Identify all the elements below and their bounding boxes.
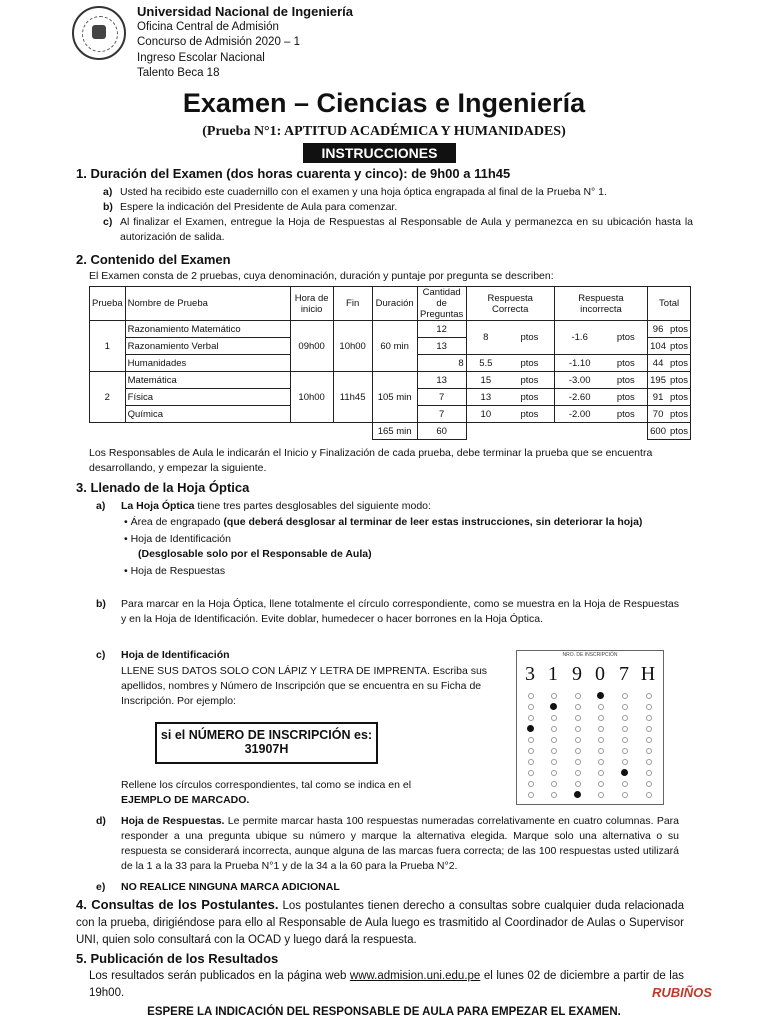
table-row: Química 7 10 ptos -2.00 ptos 70 ptos bbox=[90, 406, 691, 423]
section-5-heading: 5. Publicación de los Resultados bbox=[76, 951, 279, 966]
filled-bubble bbox=[621, 769, 628, 776]
empty-bubble bbox=[551, 715, 557, 721]
empty-bubble bbox=[575, 748, 581, 754]
list-item: • Hoja de Identificación (Desglosable solo por el Responsable de Aula) bbox=[124, 533, 372, 560]
empty-bubble bbox=[528, 792, 534, 798]
grid-digit: 3 bbox=[525, 663, 535, 685]
table-footer-row: 165 min 60 600 ptos bbox=[90, 423, 691, 440]
rubinos-logo: RUBIÑOS bbox=[652, 985, 712, 1000]
empty-bubble bbox=[551, 759, 557, 765]
empty-bubble bbox=[646, 737, 652, 743]
instructions-banner: INSTRUCCIONES bbox=[303, 143, 456, 163]
empty-bubble bbox=[598, 781, 604, 787]
empty-bubble bbox=[598, 737, 604, 743]
footer-notice: ESPERE LA INDICACIÓN DEL RESPONSABLE DE AULA PARA EMPEZAR EL EXAMEN. bbox=[147, 1006, 621, 1018]
marking-example-grid: NRO. DE INSCRIPCIÓN 3 1 9 0 7 H bbox=[516, 650, 664, 805]
grid-digit: H bbox=[640, 663, 656, 685]
section-3c-heading: c) Hoja de Identificación bbox=[96, 649, 230, 661]
list-item: • Área de engrapado (que deberá desglosar al terminar de leer estas instrucciones, sin deteriorar la hoja) bbox=[124, 516, 643, 528]
office-name: Oficina Central de Admisión bbox=[137, 20, 279, 33]
empty-bubble bbox=[622, 781, 628, 787]
grid-digit: 1 bbox=[548, 663, 558, 685]
section-1-heading: 1. Duración del Examen (dos horas cuarenta y cinco): de 9h00 a 11h45 bbox=[76, 166, 511, 181]
empty-bubble bbox=[575, 726, 581, 732]
empty-bubble bbox=[622, 737, 628, 743]
section-1-items bbox=[103, 185, 693, 245]
empty-bubble bbox=[575, 737, 581, 743]
empty-bubble bbox=[646, 715, 652, 721]
empty-bubble bbox=[551, 726, 557, 732]
empty-bubble bbox=[598, 792, 604, 798]
empty-bubble bbox=[646, 726, 652, 732]
grid-digit: 0 bbox=[595, 663, 605, 685]
section-3c-text: LLENE SUS DATOS SOLO CON LÁPIZ Y LETRA DE IMPRENTA. Escriba sus apellidos, nombres y Número de Inscripción que se encuentra en su Ficha de Inscripción. Por ejemplo: bbox=[121, 665, 488, 707]
grid-digit: 7 bbox=[619, 663, 629, 685]
empty-bubble bbox=[646, 792, 652, 798]
list-item: • Hoja de Respuestas bbox=[124, 565, 226, 577]
table-row: 1 Razonamiento Matemático 09h00 10h00 60 min 12 8 ptos -1.6 ptos 96 ptos bbox=[90, 321, 691, 338]
empty-bubble bbox=[646, 704, 652, 710]
empty-bubble bbox=[622, 693, 628, 699]
empty-bubble bbox=[528, 704, 534, 710]
registration-number-box: si el NÚMERO DE INSCRIPCIÓN es: 31907H bbox=[155, 722, 378, 764]
empty-bubble bbox=[528, 737, 534, 743]
empty-bubble bbox=[528, 759, 534, 765]
empty-bubble bbox=[528, 748, 534, 754]
empty-bubble bbox=[598, 704, 604, 710]
list-item: b) Espere la indicación del Presidente de Aula para comenzar. bbox=[103, 201, 398, 213]
empty-bubble bbox=[646, 693, 652, 699]
empty-bubble bbox=[575, 715, 581, 721]
empty-bubble bbox=[551, 770, 557, 776]
empty-bubble bbox=[598, 759, 604, 765]
section-3d: d) Hoja de Respuestas. Le permite marcar hasta 100 respuestas numeradas correlativamente en cuatro columnas. Para responder a una pregunta ubique su número y marque la alternativa elegida. Marque solo una alternativa o su respuesta se considerará incorrecta, aunque alguna de las marcas fuera correcta; de las 100 respuestas usted utilizará de la 1 a la 33 para la Prueba N°1 y de la 34 a la 60 para la Prueba N°2. bbox=[96, 815, 679, 872]
section-5-text: Los resultados serán publicados en la página web www.admision.uni.edu.pe el lunes 02 de diciembre a partir de las 19h00. bbox=[89, 970, 684, 999]
section-3c-fill: Rellene los círculos correspondientes, tal como se indica en el EJEMPLO DE MARCADO. bbox=[121, 779, 412, 806]
results-link[interactable]: www.admision.uni.edu.pe bbox=[349, 970, 481, 982]
empty-bubble bbox=[575, 759, 581, 765]
empty-bubble bbox=[528, 781, 534, 787]
empty-bubble bbox=[551, 792, 557, 798]
empty-bubble bbox=[622, 726, 628, 732]
empty-bubble bbox=[598, 715, 604, 721]
section-3e: e) NO REALICE NINGUNA MARCA ADICIONAL bbox=[96, 881, 340, 893]
section-2-intro: El Examen consta de 2 pruebas, cuya denominación, duración y puntaje por pregunta se describen: bbox=[89, 270, 554, 282]
page-title: Examen – Ciencias e Ingeniería bbox=[182, 88, 586, 118]
empty-bubble bbox=[551, 781, 557, 787]
empty-bubble bbox=[646, 781, 652, 787]
scholarship-name: Talento Beca 18 bbox=[137, 67, 220, 79]
empty-bubble bbox=[646, 759, 652, 765]
filled-bubble bbox=[574, 791, 581, 798]
page-subtitle: (Prueba N°1: APTITUD ACADÉMICA Y HUMANIDADES) bbox=[202, 124, 566, 139]
section-4: 4. Consultas de los Postulantes. Los postulantes tienen derecho a consultas sobre cualquier duda relacionada con la prueba, dirigiéndose para ello al Responsable de Aula luego es trasmitido al Coordinador de Aulas o Supervisor UNI, quien solo consultará con la OCAD y luego dará la respuesta. bbox=[76, 897, 684, 946]
empty-bubble bbox=[528, 693, 534, 699]
table-row: Razonamiento Verbal 13 104 ptos bbox=[90, 338, 691, 355]
empty-bubble bbox=[575, 781, 581, 787]
grid-digit: 9 bbox=[572, 663, 582, 685]
empty-bubble bbox=[551, 748, 557, 754]
empty-bubble bbox=[646, 770, 652, 776]
table-header-row: Prueba Nombre de Prueba Hora de inicio Fin Duración Cantidad de Preguntas Respuesta Correcta Respuesta incorrecta Total bbox=[90, 287, 691, 321]
exam-table bbox=[89, 286, 691, 440]
empty-bubble bbox=[575, 704, 581, 710]
empty-bubble bbox=[575, 693, 581, 699]
section-2-note: Los Responsables de Aula le indicarán el Inicio y Finalización de cada prueba, debe terminar la prueba que se encuentra desarrollando, y empezar la siguiente. bbox=[89, 447, 653, 474]
empty-bubble bbox=[622, 759, 628, 765]
entry-type: Ingreso Escolar Nacional bbox=[137, 51, 265, 64]
empty-bubble bbox=[598, 726, 604, 732]
empty-bubble bbox=[646, 748, 652, 754]
empty-bubble bbox=[622, 704, 628, 710]
empty-bubble bbox=[551, 737, 557, 743]
table-row: Física 7 13 ptos -2.60 ptos 91 ptos bbox=[90, 389, 691, 406]
list-item: c) Al finalizar el Examen, entregue la Hoja de Respuestas al Responsable de Aula y permanezca en su ubicación hasta la autorización de salida. bbox=[103, 216, 693, 243]
filled-bubble bbox=[550, 703, 557, 710]
empty-bubble bbox=[622, 715, 628, 721]
university-name: Universidad Nacional de Ingeniería bbox=[137, 4, 354, 19]
empty-bubble bbox=[551, 693, 557, 699]
university-seal bbox=[72, 6, 126, 60]
header-block bbox=[137, 4, 353, 82]
empty-bubble bbox=[622, 748, 628, 754]
table-row: 2 Matemática 10h00 11h45 105 min 13 15 ptos -3.00 ptos 195 ptos bbox=[90, 372, 691, 389]
section-3a-bullets bbox=[124, 515, 684, 579]
list-item: a) Usted ha recibido este cuadernillo con el examen y una hoja óptica engrapada al final de la Prueba N° 1. bbox=[103, 186, 607, 198]
empty-bubble bbox=[528, 715, 534, 721]
section-2-heading: 2. Contenido del Examen bbox=[76, 252, 231, 267]
filled-bubble bbox=[527, 725, 534, 732]
empty-bubble bbox=[528, 770, 534, 776]
empty-bubble bbox=[622, 792, 628, 798]
section-3-heading: 3. Llenado de la Hoja Óptica bbox=[76, 480, 250, 495]
section-3b: b) Para marcar en la Hoja Óptica, llene totalmente el círculo correspondiente, como se muestra en la Hoja de Respuestas y en la Hoja de Identificación. Evite doblar, humedecer o hacer borrones en la Hoja Óptica. bbox=[96, 598, 679, 625]
empty-bubble bbox=[598, 748, 604, 754]
empty-bubble bbox=[598, 770, 604, 776]
empty-bubble bbox=[575, 770, 581, 776]
section-3a: a) La Hoja Óptica tiene tres partes desglosables del siguiente modo: bbox=[96, 500, 431, 512]
contest-name: Concurso de Admisión 2020 – 1 bbox=[137, 36, 301, 48]
table-row: Humanidades 8 5.5 ptos -1.10 ptos 44 ptos bbox=[90, 355, 691, 372]
filled-bubble bbox=[597, 692, 604, 699]
